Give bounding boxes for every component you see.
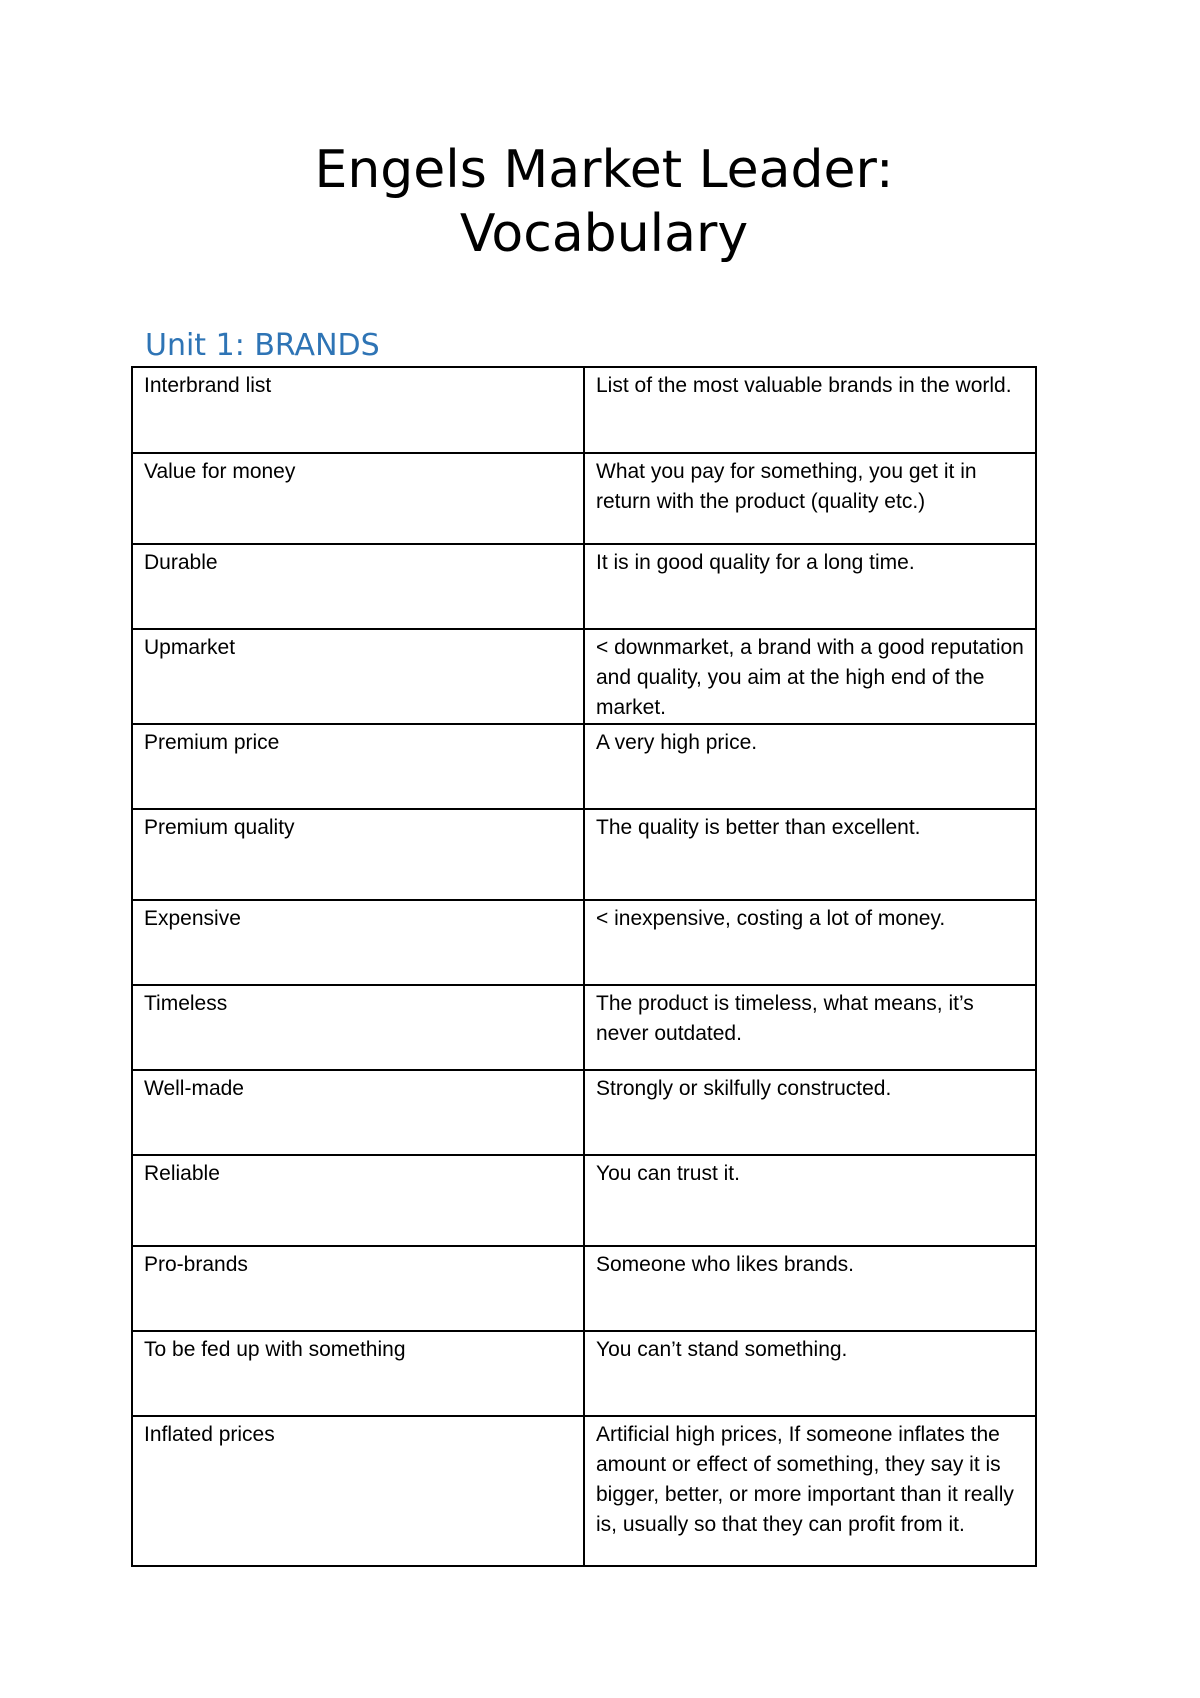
- definition-cell: It is in good quality for a long time.: [584, 544, 1036, 629]
- definition-cell: Someone who likes brands.: [584, 1246, 1036, 1331]
- definition-cell: The product is timeless, what means, it’s never outdated.: [584, 985, 1036, 1070]
- definition-cell: Artificial high prices, If someone inflates the amount or effect of something, they say it is bigger, better, or more important than it really is, usually so that they can profit from it.: [584, 1416, 1036, 1566]
- term-cell: Interbrand list: [132, 367, 584, 453]
- definition-cell: < downmarket, a brand with a good reputation and quality, you aim at the high end of the market.: [584, 629, 1036, 724]
- term-cell: To be fed up with something: [132, 1331, 584, 1416]
- page-title-line-1: Engels Market Leader:: [314, 140, 894, 200]
- term-cell: Well-made: [132, 1070, 584, 1155]
- term-cell: Value for money: [132, 453, 584, 544]
- term-cell: Reliable: [132, 1155, 584, 1246]
- page-title: [0, 138, 1200, 266]
- term-cell: Premium price: [132, 724, 584, 809]
- term-cell: Expensive: [132, 900, 584, 985]
- table-row: [132, 1246, 1036, 1331]
- table-row: [132, 453, 1036, 544]
- term-cell: Upmarket: [132, 629, 584, 724]
- table-row: [132, 1155, 1036, 1246]
- table-row: [132, 985, 1036, 1070]
- term-cell: Pro-brands: [132, 1246, 584, 1331]
- table-row: [132, 900, 1036, 985]
- definition-cell: < inexpensive, costing a lot of money.: [584, 900, 1036, 985]
- definition-cell: List of the most valuable brands in the world.: [584, 367, 1036, 453]
- definition-cell: The quality is better than excellent.: [584, 809, 1036, 900]
- definition-cell: What you pay for something, you get it in return with the product (quality etc.): [584, 453, 1036, 544]
- table-row: [132, 1331, 1036, 1416]
- term-cell: Premium quality: [132, 809, 584, 900]
- definition-cell: A very high price.: [584, 724, 1036, 809]
- table-row: [132, 544, 1036, 629]
- term-cell: Inflated prices: [132, 1416, 584, 1566]
- definition-cell: You can’t stand something.: [584, 1331, 1036, 1416]
- term-cell: Durable: [132, 544, 584, 629]
- definition-cell: You can trust it.: [584, 1155, 1036, 1246]
- table-row: [132, 809, 1036, 900]
- table-row: [132, 1416, 1036, 1566]
- vocabulary-table: [131, 366, 1037, 1567]
- table-row: [132, 367, 1036, 453]
- page-title-line-2: Vocabulary: [459, 204, 749, 264]
- unit-heading: Unit 1: BRANDS: [145, 328, 380, 363]
- term-cell: Timeless: [132, 985, 584, 1070]
- table-row: [132, 724, 1036, 809]
- table-row: [132, 629, 1036, 724]
- table-row: [132, 1070, 1036, 1155]
- definition-cell: Strongly or skilfully constructed.: [584, 1070, 1036, 1155]
